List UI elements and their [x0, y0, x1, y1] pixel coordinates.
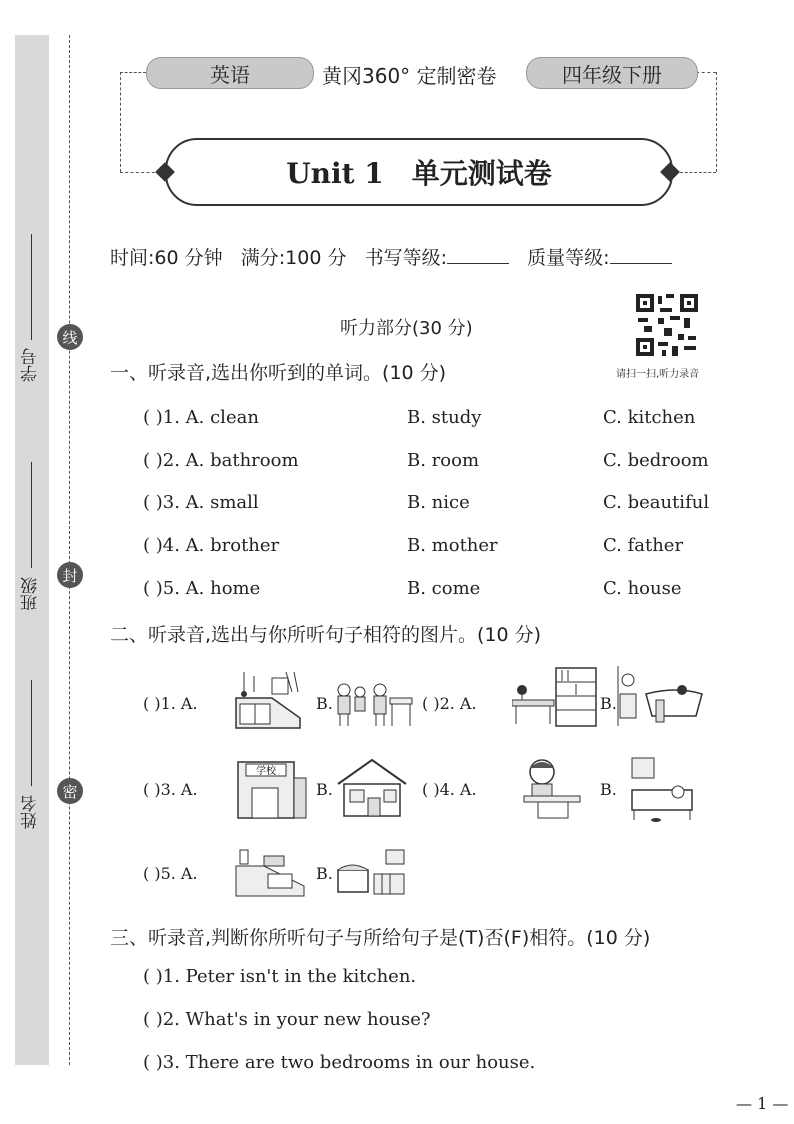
school-sign-text: 学校	[256, 766, 276, 777]
header-dash-right-h	[680, 172, 716, 173]
p1-q4-a: ( )4. A. brother	[143, 535, 280, 556]
header-dash-left	[120, 72, 146, 73]
p1-q3-a: ( )3. A. small	[143, 492, 259, 513]
p3-q1: ( )1. Peter isn't in the kitchen.	[143, 966, 417, 987]
p1-q4-b: B. mother	[407, 535, 498, 556]
family-dinner-image	[332, 680, 416, 730]
house-image	[334, 756, 410, 820]
quality-grade-label: 质量等级:	[527, 247, 610, 269]
p1-q5-a: ( )5. A. home	[143, 578, 261, 599]
p2-q2-b-label: B.	[600, 694, 617, 713]
p2-q4-label: ( )4. A.	[422, 780, 477, 799]
p1-q1-c: C. kitchen	[603, 407, 696, 428]
seal-secret: 密	[57, 778, 83, 804]
p1-q2-b: B. room	[407, 450, 480, 471]
p2-q1-b-label: B.	[316, 694, 333, 713]
header-dash-right-v	[716, 72, 717, 172]
room-with-chair-image	[334, 846, 412, 898]
series-title: 黄冈360° 定制密卷	[322, 64, 497, 88]
writing-grade-label: 书写等级:	[364, 247, 447, 269]
part3-title: 三、听录音,判断你所听句子与所给句子是(T)否(F)相符。(10 分)	[110, 927, 651, 949]
full-score: 满分:100 分	[240, 247, 347, 269]
study-room-image	[512, 666, 598, 728]
class-line	[31, 462, 32, 568]
p1-q5-c: C. house	[603, 578, 682, 599]
bedroom-image	[626, 754, 698, 826]
exam-meta	[110, 243, 672, 270]
binding-strip	[15, 35, 49, 1065]
p1-q1-b: B. study	[407, 407, 482, 428]
quality-grade-blank[interactable]	[610, 247, 672, 264]
name-label: 姓名	[21, 795, 41, 829]
p2-q3-b-label: B.	[316, 780, 333, 799]
listening-heading: 听力部分(30 分)	[340, 318, 473, 339]
p1-q1-a: ( )1. A. clean	[143, 407, 259, 428]
header-dash-left-v	[120, 72, 121, 172]
p2-q2-label: ( )2. A.	[422, 694, 477, 713]
student-no-label: 学号	[21, 348, 41, 382]
p1-q5-b: B. come	[407, 578, 481, 599]
p3-q2: ( )2. What's in your new house?	[143, 1009, 431, 1030]
p1-q2-a: ( )2. A. bathroom	[143, 450, 299, 471]
p2-q5-b-label: B.	[316, 864, 333, 883]
p3-q3: ( )3. There are two bedrooms in our house.	[143, 1052, 536, 1073]
writing-grade-blank[interactable]	[447, 247, 509, 264]
part1-title: 一、听录音,选出你听到的单词。(10 分)	[110, 362, 447, 384]
p2-q1-label: ( )1. A.	[143, 694, 198, 713]
page-number: — 1 —	[736, 1094, 789, 1113]
p1-q2-c: C. bedroom	[603, 450, 709, 471]
p1-q4-c: C. father	[603, 535, 684, 556]
kitchen-image	[232, 668, 304, 730]
bathroom-image	[616, 664, 708, 730]
qr-caption: 请扫一扫,听力录音	[616, 369, 700, 380]
p2-q5-label: ( )5. A.	[143, 864, 198, 883]
subject-pill: 英语	[146, 57, 314, 89]
part2-title: 二、听录音,选出与你所听句子相符的图片。(10 分)	[110, 624, 542, 646]
page-title: Unit 1 单元测试卷	[165, 138, 673, 206]
p1-q3-c: C. beautiful	[603, 492, 710, 513]
cut-line	[69, 35, 70, 1065]
seal-seal: 封	[57, 562, 83, 588]
p2-q3-label: ( )3. A.	[143, 780, 198, 799]
school-image	[234, 758, 308, 820]
p1-q3-b: B. nice	[407, 492, 470, 513]
time-limit: 时间:60 分钟	[110, 247, 223, 269]
p2-q4-b-label: B.	[600, 780, 617, 799]
seal-line: 线	[57, 324, 83, 350]
qr-code-icon[interactable]	[634, 292, 700, 358]
class-label: 班级	[21, 577, 41, 611]
living-room-image	[234, 846, 308, 898]
student-no-line	[31, 234, 32, 340]
girl-at-desk-image	[514, 756, 586, 822]
header-dash-left-h	[120, 172, 160, 173]
grade-pill: 四年级下册	[526, 57, 698, 89]
name-line	[31, 680, 32, 786]
header-dash-right	[696, 72, 716, 73]
